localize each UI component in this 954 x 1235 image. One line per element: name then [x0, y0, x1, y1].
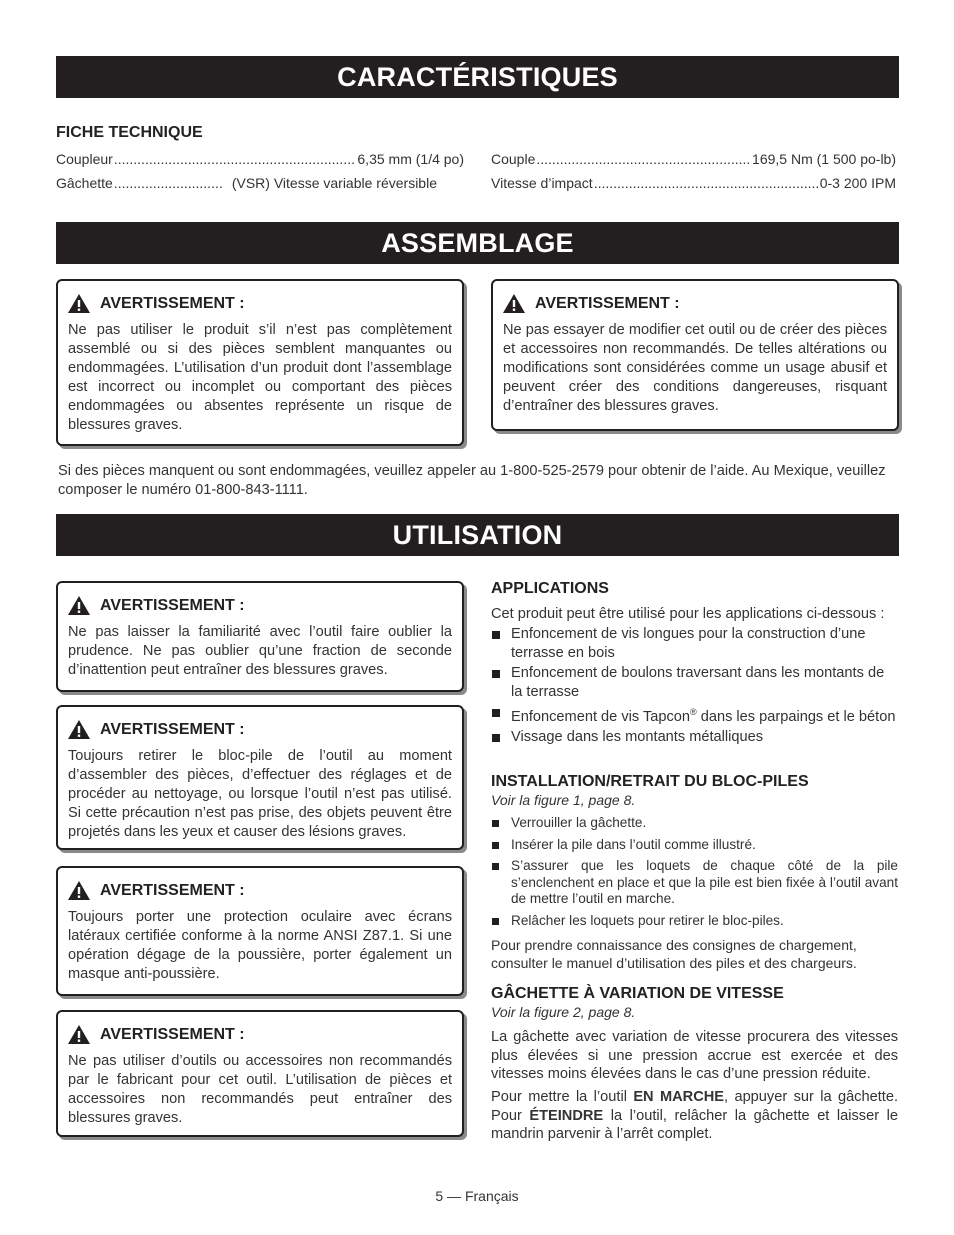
warning-header — [503, 294, 887, 313]
assemblage-help-text: Si des pièces manquent ou sont endommagées, veuillez appeler au 1-800-525-2579 pour obtenir de l’aide. Au Mexique, veuillez composer le numéro 01-800-843-1111. — [58, 463, 886, 498]
gachette-title: GÂCHETTE À VARIATION DE VITESSE — [491, 985, 784, 1002]
warning-title: AVERTISSEMENT : — [535, 294, 680, 312]
warning-title: AVERTISSEMENT : — [100, 294, 245, 312]
list-item-text: Enfoncement de vis Tapcon — [511, 708, 691, 725]
spec-label: Gâchette — [56, 175, 113, 191]
warning-text: Ne pas laisser la familiarité avec l’outil faire oublier la prudence. Ne pas oublier qu’une fraction de seconde d’inattention peut entraîner des blessures graves. — [68, 624, 452, 678]
applications-intro: Cet produit peut être utilisé pour les applications ci-dessous : — [491, 606, 885, 622]
spec-value: 169,5 Nm (1 500 po-lb) — [752, 151, 896, 167]
spec-label: Coupleur — [56, 151, 113, 167]
list-item-text: dans les parpaings et le béton — [696, 708, 896, 725]
warning-text: Ne pas utiliser d’outils ou accessoires non recommandés par le fabricant pour cet outil. L’utilisation de pièces et accessoires non recommandés peut entraîner des blessures graves. — [68, 1053, 452, 1126]
warning-box-assemblage-1 — [56, 279, 464, 446]
list-item: Enfoncement de boulons traversant dans les montants de la terrasse — [491, 664, 898, 701]
list-item — [491, 703, 898, 726]
caracteristiques-banner: CARACTÉRISTIQUES — [56, 56, 899, 98]
warning-text: Ne pas essayer de modifier cet outil ou de créer des pièces et accessoires non recommandés. De telles altérations ou modifications sont considérées comme un usage abusif et peuvent créer des conditions dangereuses, risquant d’entraîner des blessures graves. — [503, 322, 887, 414]
spec-leader — [594, 171, 819, 195]
text: la l’outil, relâcher la gâchette et laisser le mandrin parvenir à l’arrêt complet. — [491, 1107, 898, 1142]
list-item: S’assurer que les loquets de chaque côté de la pile s’enclenchent en place et que la pile est bien fixée à l’outil avant de mettre l’outil en marche. — [491, 858, 898, 908]
warning-text: Toujours retirer le bloc-pile de l’outil au moment d’assembler des pièces, d’effectuer des réglages et de procéder au nettoyage, ou lorsque l’outil n’est pas utilisé. Si cette précaution n’est pas prise, des objets peuvent être projetés dans les yeux et causer des lésions graves. — [68, 748, 452, 840]
spec-vitesse-impact — [491, 171, 896, 195]
gachette-paragraph-2 — [491, 1088, 898, 1144]
warning-box-familiarite — [56, 581, 464, 692]
warning-title: AVERTISSEMENT : — [100, 881, 245, 899]
warning-box-accessoires — [56, 1010, 464, 1137]
warning-box-assemblage-2 — [491, 279, 899, 431]
warning-text: Ne pas utiliser le produit s’il n’est pas complètement assemblé ou si des pièces semblent manquantes ou endommagées. L’utilisation d’un produit dont l’assemblage est incorrect ou incomplet ou comportant des pièces endommagées ou absentes représente un risque de blessures graves. — [68, 322, 452, 433]
warning-text: Toujours porter une protection oculaire avec écrans latéraux certifiée conforme à la norme ANSI Z87.1. Si une opération dégage de la poussière, porter également un masque anti-poussière. — [68, 909, 452, 982]
warning-triangle-icon — [503, 294, 525, 313]
installation-title: INSTALLATION/RETRAIT DU BLOC-PILES — [491, 773, 809, 790]
spec-leader — [114, 147, 357, 171]
list-item: Insérer la pile dans l’outil comme illustré. — [491, 837, 898, 854]
installation-steps — [491, 815, 898, 929]
utilisation-banner: UTILISATION — [56, 514, 899, 556]
warning-title: AVERTISSEMENT : — [100, 596, 245, 614]
gachette-figure-ref: Voir la figure 2, page 8. — [491, 1004, 636, 1020]
registered-mark: ® — [690, 707, 697, 717]
text: Pour mettre la l’outil — [491, 1089, 634, 1105]
en-marche-label: EN MARCHE — [633, 1089, 725, 1105]
warning-box-protection-oculaire — [56, 866, 464, 996]
warning-triangle-icon — [68, 596, 90, 615]
warning-triangle-icon — [68, 1025, 90, 1044]
fiche-technique-title: FICHE TECHNIQUE — [56, 124, 203, 141]
installation-note: Pour prendre connaissance des consignes de chargement, consulter le manuel d’utilisation des piles et des chargeurs. — [491, 937, 857, 971]
warning-header — [68, 596, 452, 615]
spec-leader — [536, 147, 751, 171]
assemblage-banner: ASSEMBLAGE — [56, 222, 899, 264]
warning-triangle-icon — [68, 881, 90, 900]
spec-gachette — [56, 171, 460, 195]
eteindre-label: ÉTEINDRE — [529, 1107, 604, 1124]
warning-title: AVERTISSEMENT : — [100, 1025, 245, 1043]
spec-coupleur — [56, 147, 464, 171]
page-footer: 5 — Français — [435, 1188, 519, 1204]
spec-label: Vitesse d’impact — [491, 175, 593, 191]
spec-label: Couple — [491, 151, 536, 167]
warning-header — [68, 881, 452, 900]
warning-header — [68, 720, 452, 739]
warning-box-bloc-pile — [56, 705, 464, 850]
warning-triangle-icon — [68, 294, 90, 313]
applications-list — [491, 625, 898, 747]
spec-value: (VSR) Vitesse variable réversible — [231, 175, 437, 191]
spec-value: 6,35 mm (1/4 po) — [357, 151, 464, 167]
text: , appuyer sur la gâchette. Pour — [491, 1089, 898, 1124]
list-item: Relâcher les loquets pour retirer le bloc-piles. — [491, 913, 898, 930]
warning-title: AVERTISSEMENT : — [100, 720, 245, 738]
spec-couple — [491, 147, 896, 171]
spec-leader — [114, 171, 224, 195]
warning-triangle-icon — [68, 720, 90, 739]
gachette-paragraph-1: La gâchette avec variation de vitesse procurera des vitesses plus élevées si une pression accrue est exercée et des vitesses moins élevées dans le cas d’une pression réduite. — [491, 1029, 898, 1082]
installation-figure-ref: Voir la figure 1, page 8. — [491, 792, 636, 808]
list-item: Enfoncement de vis longues pour la construction d’une terrasse en bois — [491, 625, 898, 662]
warning-header — [68, 294, 452, 313]
applications-title: APPLICATIONS — [491, 580, 609, 597]
list-item: Vissage dans les montants métalliques — [491, 728, 898, 747]
list-item: Verrouiller la gâchette. — [491, 815, 898, 832]
warning-header — [68, 1025, 452, 1044]
spec-value: 0-3 200 IPM — [819, 175, 896, 191]
